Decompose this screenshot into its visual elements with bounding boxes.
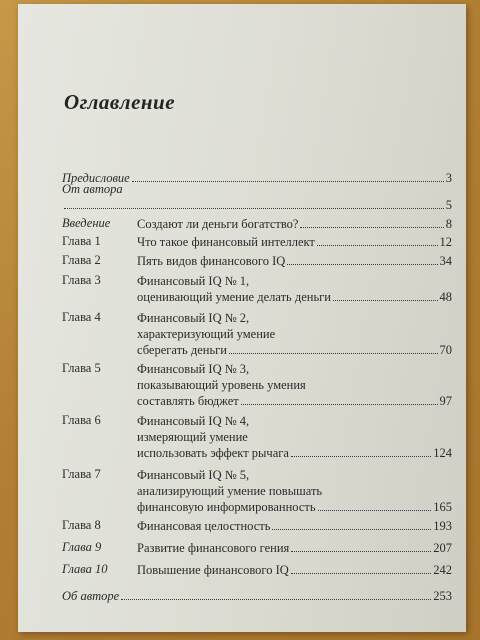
- toc-entry-label: От автора: [62, 182, 123, 196]
- toc-entry-title-cont: измеряющий умение: [137, 430, 248, 444]
- leader-dots: [272, 529, 431, 530]
- toc-page-number: 207: [433, 541, 452, 555]
- toc-entry-title: Создают ли деньги богатство?: [137, 217, 299, 231]
- toc-page-number: 193: [433, 519, 452, 533]
- leader-dots: [291, 573, 431, 574]
- toc-entry-title-cont: анализирующий умение повышать: [137, 484, 323, 498]
- toc-chapter-label: Введение: [62, 216, 111, 230]
- toc-page-number: 253: [433, 589, 452, 603]
- toc-page-number: 165: [433, 500, 452, 514]
- toc-chapter-label: Глава 9: [62, 540, 102, 554]
- leader-dots: [291, 456, 431, 457]
- toc-entry-title: Финансовый IQ № 5,: [137, 468, 250, 482]
- toc-page-number: 70: [439, 343, 452, 357]
- toc-chapter-label: Глава 3: [62, 273, 101, 287]
- toc-entry-title: Пять видов финансового IQ: [137, 254, 286, 268]
- toc-entry-label: Предисловие: [62, 171, 130, 185]
- page-title: Оглавление: [64, 90, 176, 114]
- leader-dots: [229, 353, 438, 354]
- toc-chapter-label: Глава 2: [62, 253, 101, 267]
- leader-dots: [121, 599, 431, 600]
- leader-dots: [291, 551, 431, 552]
- toc-page-number: 242: [433, 563, 452, 577]
- toc-chapter-label: Глава 1: [62, 234, 101, 248]
- toc-page-number: 3: [445, 171, 452, 185]
- toc-entry-title-cont: сберегать деньги: [137, 343, 227, 357]
- toc-entry-title-cont: оценивающий умение делать деньги: [137, 290, 331, 304]
- toc-page-number: 48: [439, 290, 452, 304]
- toc-page-number: 34: [439, 254, 452, 268]
- leader-dots: [300, 227, 443, 228]
- toc-entry-title: Финансовый IQ № 1,: [137, 274, 250, 288]
- toc-entry-title-cont: использовать эффект рычага: [137, 446, 289, 460]
- toc-page-number: 8: [445, 217, 452, 231]
- toc-entry-title: Финансовая целостность: [137, 519, 271, 533]
- leader-dots: [287, 264, 437, 265]
- book-page: [18, 4, 466, 632]
- leader-dots: [64, 208, 444, 209]
- toc-entry-title: Развитие финансового гения: [137, 541, 290, 555]
- toc-entry-label: Об авторе: [62, 589, 120, 603]
- toc-entry-title: Что такое финансовый интеллект: [137, 235, 315, 249]
- toc-entry-title: Финансовый IQ № 4,: [137, 414, 250, 428]
- toc-page-number: 5: [445, 198, 452, 212]
- toc-chapter-label: Глава 6: [62, 413, 101, 427]
- leader-dots: [317, 245, 438, 246]
- leader-dots: [318, 510, 432, 511]
- leader-dots: [241, 404, 438, 405]
- toc-chapter-label: Глава 8: [62, 518, 101, 532]
- toc-chapter-label: Глава 5: [62, 361, 101, 375]
- leader-dots: [333, 300, 438, 301]
- toc-chapter-label: Глава 4: [62, 310, 101, 324]
- toc-chapter-label: Глава 10: [62, 562, 108, 576]
- toc-entry-title-cont: характеризующий умение: [137, 327, 276, 341]
- toc-page-number: 12: [439, 235, 452, 249]
- toc-entry-title-cont: показывающий уровень умения: [137, 378, 306, 392]
- toc-entry-title: Финансовый IQ № 3,: [137, 362, 250, 376]
- toc-chapter-label: Глава 7: [62, 467, 101, 481]
- toc-entry-title-cont: финансовую информированность: [137, 500, 316, 514]
- toc-entry-title: Финансовый IQ № 2,: [137, 311, 250, 325]
- toc-entry-title: Повышение финансового IQ: [137, 563, 289, 577]
- toc-entry-title-cont: составлять бюджет: [137, 394, 239, 408]
- toc-page-number: 97: [439, 394, 452, 408]
- toc-page-number: 124: [433, 446, 452, 460]
